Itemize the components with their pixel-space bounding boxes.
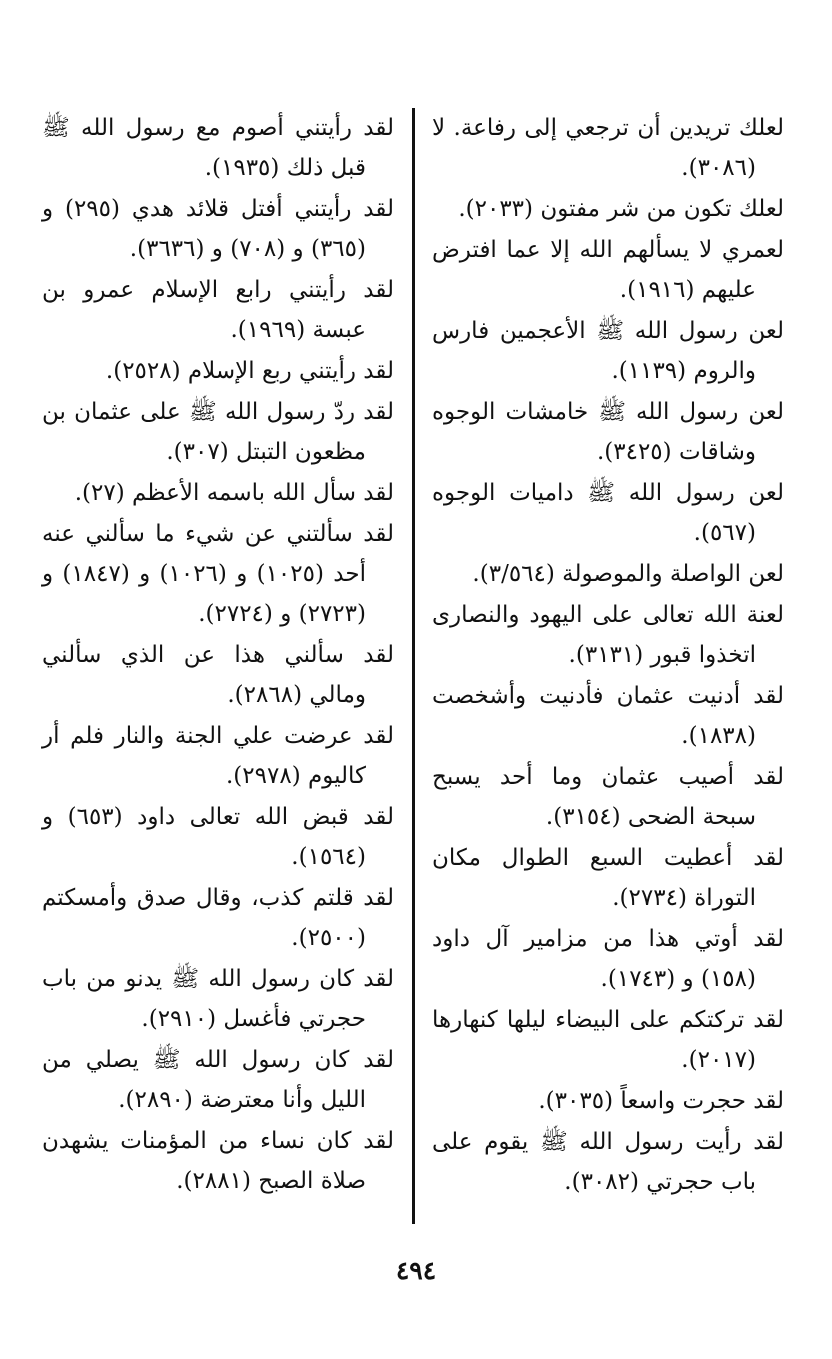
index-entry: لعن الواصلة والموصولة (٣/٥٦٤). <box>472 561 784 587</box>
index-entry: لعن رسول الله ﷺ داميات الوجوه (٥٦٧). <box>432 480 784 546</box>
page-number: ٤٩٤ <box>395 1256 437 1285</box>
index-entry: لقد أدنيت عثمان فأدنيت وأشخصت (١٨٣٨). <box>432 683 784 749</box>
index-entry: لقد رأيتني أصوم مع رسول الله ﷺ قبل ذلك (١٩٣٥). <box>42 115 394 181</box>
index-entry: لقد أوتي هذا من مزامير آل داود (١٥٨) و (١٧٤٣). <box>432 926 784 992</box>
index-entry: لقد رأيتني ربع الإسلام (٢٥٢٨). <box>105 358 394 384</box>
index-entry: لقد كان رسول الله ﷺ يصلي من الليل وأنا معترضة (٢٨٩٠). <box>42 1047 394 1113</box>
index-entry: لعلك تريدين أن ترجعي إلى رفاعة. لا (٣٠٨٦). <box>432 115 784 181</box>
index-entry: لقد تركتكم على البيضاء ليلها كنهارها (٢٠١٧). <box>432 1007 784 1073</box>
index-entry: لعنة الله تعالى على اليهود والنصارى اتخذوا قبور (٣١٣١). <box>432 602 784 668</box>
index-column-right <box>432 108 784 1203</box>
index-entry: لقد قبض الله تعالى داود (٦٥٣) و (١٥٦٤). <box>42 804 394 870</box>
index-entry: لقد كان نساء من المؤمنات يشهدن صلاة الصبح (٢٨٨١). <box>42 1128 394 1194</box>
column-divider <box>412 108 415 1224</box>
index-entry: لعلك تكون من شر مفتون (٢٠٣٣). <box>458 196 784 222</box>
index-entry: لعن رسول الله ﷺ الأعجمين فارس والروم (١١٣٩). <box>432 318 784 384</box>
index-entry: لقد حجرت واسعاً (٣٠٣٥). <box>538 1088 784 1114</box>
index-column-left <box>42 108 394 1202</box>
index-entry: لعمري لا يسألهم الله إلا عما افترض عليهم (١٩١٦). <box>432 237 784 303</box>
index-entry: لقد سألتني عن شيء ما سألني عنه أحد (١٠٢٥) و (١٠٢٦) و (١٨٤٧) و (٢٧٢٣) و (٢٧٢٤). <box>42 521 394 627</box>
index-entry: لقد سأل الله باسمه الأعظم (٢٧). <box>74 480 394 506</box>
index-entry: لقد رأيت رسول الله ﷺ يقوم على باب حجرتي (٣٠٨٢). <box>432 1129 784 1195</box>
index-entry: لقد كان رسول الله ﷺ يدنو من باب حجرتي فأغسل (٢٩١٠). <box>42 966 394 1032</box>
index-entry: لقد أصيب عثمان وما أحد يسبح سبحة الضحى (٣١٥٤). <box>432 764 784 830</box>
index-entry: لقد رأيتني رابع الإسلام عمرو بن عبسة (١٩٦٩). <box>42 277 394 343</box>
index-entry: لقد ردّ رسول الله ﷺ على عثمان بن مظعون التبتل (٣٠٧). <box>42 399 394 465</box>
index-entry: لقد عرضت علي الجنة والنار فلم أر كاليوم (٢٩٧٨). <box>42 723 394 789</box>
index-entry: لقد سألني هذا عن الذي سألني ومالي (٢٨٦٨). <box>42 642 394 708</box>
index-entry: لعن رسول الله ﷺ خامشات الوجوه وشاقات (٣٤٢٥). <box>432 399 784 465</box>
index-entry: لقد قلتم كذب، وقال صدق وأمسكتم (٢٥٠٠). <box>42 885 394 951</box>
index-entry: لقد رأيتني أفتل قلائد هدي (٢٩٥) و (٣٦٥) و (٧٠٨) و (٣٦٣٦). <box>42 196 394 262</box>
index-entry: لقد أعطيت السبع الطوال مكان التوراة (٢٧٣٤). <box>432 845 784 911</box>
